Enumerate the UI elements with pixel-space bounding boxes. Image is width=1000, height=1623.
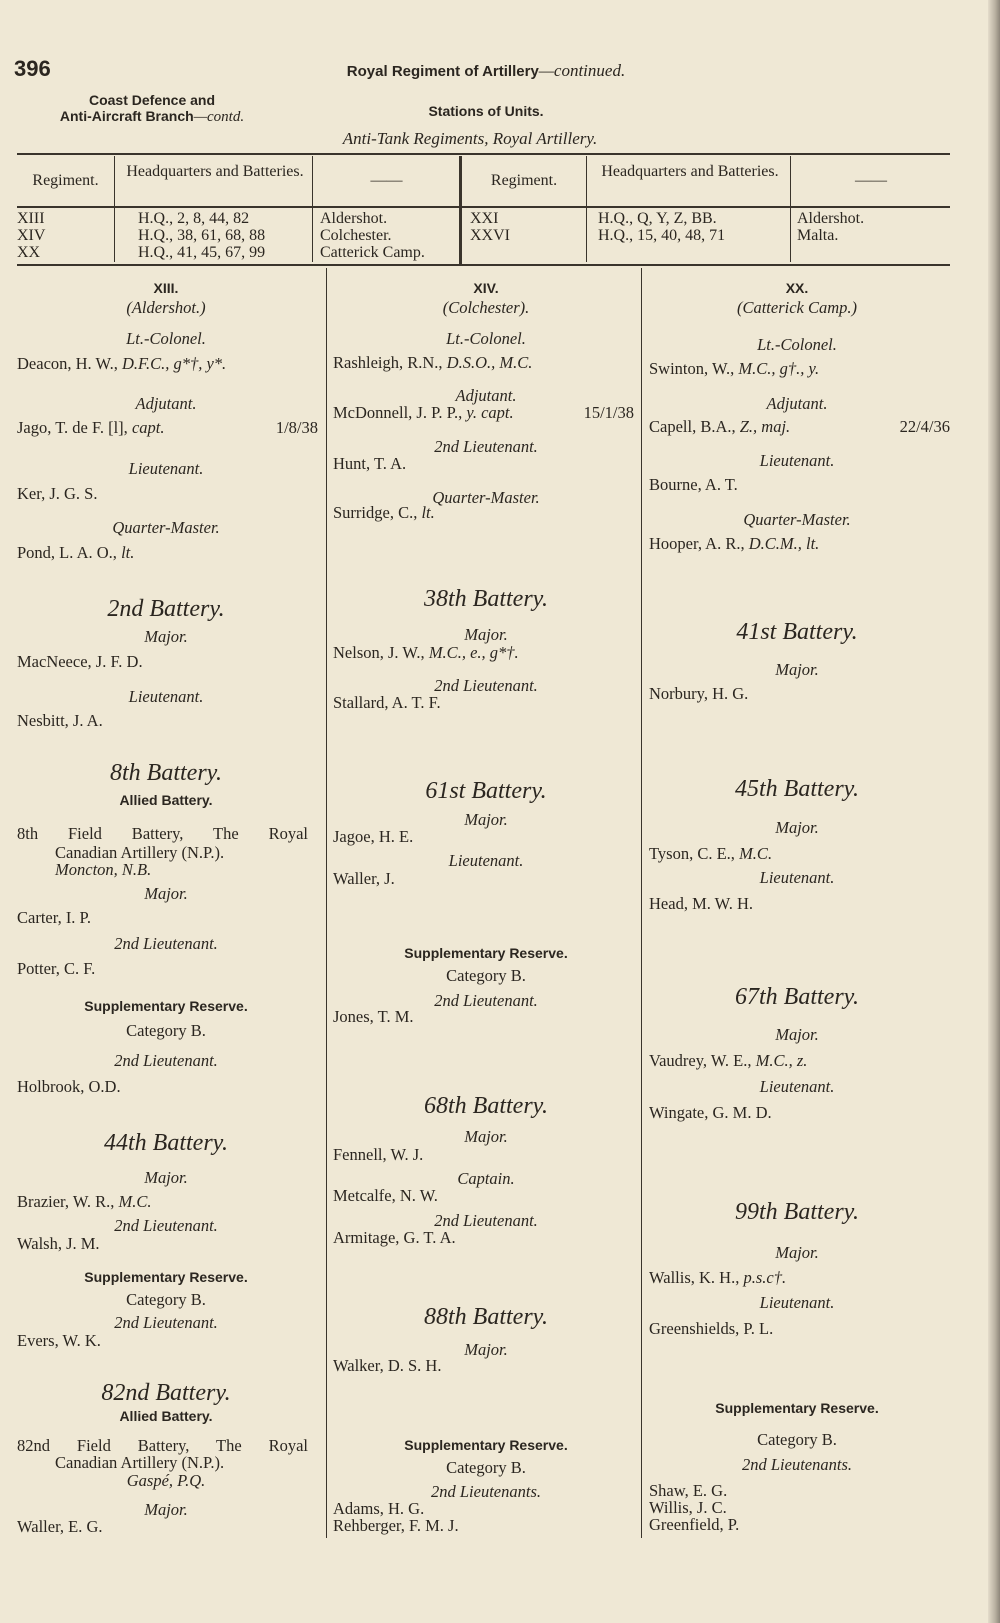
officer-entry [649, 417, 790, 437]
honours-text: y. capt. [466, 403, 514, 422]
section-heading [154, 278, 179, 298]
battery-heading [425, 777, 546, 805]
line-text: Jones, T. M. [333, 1007, 414, 1026]
line-text: Major. [144, 1500, 188, 1519]
section-heading [119, 1406, 212, 1426]
line-text: Category B. [126, 1021, 206, 1040]
honours-text: M.C., e., g*†. [428, 643, 519, 662]
honours-text: lt. [421, 503, 435, 522]
line-text: Wallis, K. H., [649, 1268, 744, 1287]
rank-label [760, 1293, 835, 1313]
battery-heading [107, 595, 224, 623]
table-subtitle: Anti-Tank Regiments, Royal Artillery. [342, 129, 598, 148]
line-text: XX. [785, 280, 809, 296]
section-heading [715, 1398, 878, 1418]
officer-entry [333, 353, 532, 373]
rank-label [434, 676, 538, 696]
table-header-station: —— [370, 172, 403, 189]
section-heading [84, 1267, 247, 1287]
line-text: 38th Battery. [424, 586, 548, 612]
line-text: Major. [144, 884, 188, 903]
category-label [126, 1290, 206, 1310]
allied-battery-location [55, 860, 151, 880]
rank-label [446, 329, 526, 349]
line-text: Deacon, H. W., [17, 354, 122, 373]
line-text: Swinton, W., [649, 359, 739, 378]
line-text: Lieutenant. [448, 851, 524, 870]
rank-label [464, 625, 508, 645]
rank-label [742, 1455, 852, 1475]
battery-heading [101, 1379, 230, 1407]
rank-label [737, 298, 857, 318]
line-text: Major. [464, 1340, 508, 1359]
battery-heading [104, 1129, 228, 1157]
rank-label [760, 451, 835, 471]
line-text: Major. [775, 660, 819, 679]
line-text: 2nd Lieutenant. [434, 1211, 538, 1230]
line-text: Ker, J. G. S. [17, 484, 98, 503]
column-divider [326, 268, 327, 1538]
running-head-suffix: —continued. [538, 61, 626, 80]
section-heading [473, 278, 498, 298]
line-text: (Colchester). [442, 298, 530, 317]
line-text: Head, M. W. H. [649, 894, 754, 913]
rank-label [126, 329, 206, 349]
officer-entry [17, 484, 97, 504]
honours-text: p.s.c†. [743, 1268, 787, 1287]
line-text: 61st Battery. [425, 778, 547, 804]
line-text: 8th Field Battery, The Royal [17, 824, 308, 843]
line-text: Pond, L. A. O., [17, 543, 122, 562]
line-text: Supplementary Reserve. [404, 1437, 568, 1453]
officer-entry [649, 1515, 739, 1535]
line-text: 88th Battery. [424, 1304, 548, 1330]
officer-entry [649, 359, 819, 379]
rank-label [443, 298, 530, 318]
branch-suffix: —contd. [193, 109, 245, 125]
category-label [446, 966, 526, 986]
line-text: Nesbitt, J. A. [17, 711, 103, 730]
line-text: 82nd Battery. [101, 1380, 231, 1406]
line-text: Lt.-Colonel. [446, 329, 526, 348]
honours-text: M.C., z. [755, 1051, 808, 1070]
line-text: 2nd Lieutenant. [114, 1051, 218, 1070]
officer-entry [333, 1356, 441, 1376]
line-text: Lieutenant. [128, 687, 204, 706]
officer-entry [17, 1192, 152, 1212]
rank-label [767, 394, 828, 414]
table-cell-batteries: H.Q., Q, Y, Z, BB. H.Q., 15, 40, 48, 71 [598, 210, 726, 244]
line-text: Major. [464, 625, 508, 644]
line-text: Moncton, N.B. [55, 860, 152, 879]
table-cell-stations: Aldershot. Malta. [797, 210, 865, 244]
appointment-date: 1/8/38 [275, 418, 318, 437]
branch-line-1: Coast Defence and [88, 92, 216, 108]
line-text: 2nd Lieutenant. [114, 1313, 218, 1332]
line-text: Major. [464, 1127, 508, 1146]
line-text: Category B. [446, 1458, 526, 1477]
line-text: Norbury, H. G. [649, 684, 749, 703]
line-text: 68th Battery. [424, 1093, 548, 1119]
line-text: Lieutenant. [759, 1293, 835, 1312]
officer-entry [17, 418, 164, 438]
officer-entry [17, 711, 103, 731]
officer-entry [649, 475, 738, 495]
rank-label [743, 510, 850, 530]
table-cell-regiments: XIII XIV XX [17, 210, 46, 261]
battery-heading [736, 618, 857, 646]
rank-label [432, 488, 539, 508]
rank-label [129, 459, 204, 479]
line-text: 44th Battery. [104, 1130, 228, 1156]
line-text: Major. [144, 1168, 188, 1187]
line-text: Hooper, A. R., [649, 534, 749, 553]
stations-title: Stations of Units. [428, 103, 544, 119]
rank-label [775, 1025, 819, 1045]
line-text: Surridge, C., [333, 503, 422, 522]
line-text: Stallard, A. T. F. [333, 693, 441, 712]
officer-entry [333, 643, 519, 663]
line-text: Potter, C. F. [17, 959, 96, 978]
line-text: Willis, J. C. [649, 1498, 727, 1517]
table-cell-stations: Aldershot. Colchester. Catterick Camp. [320, 210, 425, 261]
line-text: Major. [775, 1243, 819, 1262]
line-text: Adams, H. G. [333, 1499, 425, 1518]
line-text: Evers, W. K. [17, 1331, 101, 1350]
officer-entry [17, 1234, 100, 1254]
rank-label [129, 687, 204, 707]
table-header-batteries: Headquarters and Batteries. [126, 163, 304, 180]
branch-title [60, 92, 244, 125]
line-text: Lieutenant. [128, 459, 204, 478]
table-cell-regiments: XXI XXVI [470, 210, 510, 244]
line-text: McDonnell, J. P. P., [333, 403, 467, 422]
rank-label [431, 1482, 541, 1502]
officer-entry [333, 1228, 456, 1248]
line-text: 2nd Lieutenant. [434, 991, 538, 1010]
table-header-regiment: Regiment. [32, 172, 99, 189]
table-header-rule [17, 206, 950, 208]
rank-label [112, 518, 219, 538]
line-text: Canadian Artillery (N.P.). [55, 1453, 225, 1472]
officer-entry [17, 543, 134, 563]
officer-entry [333, 503, 435, 523]
rank-label [757, 335, 837, 355]
table-header-batteries: Headquarters and Batteries. [601, 163, 779, 180]
line-text: 2nd Lieutenant. [434, 676, 538, 695]
line-text: Carter, I. P. [17, 908, 92, 927]
line-text: 45th Battery. [735, 776, 859, 802]
officer-entry [333, 454, 406, 474]
appointment-date: 15/1/38 [583, 403, 634, 422]
officer-entry [333, 693, 441, 713]
line-text: Holbrook, O.D. [17, 1077, 121, 1096]
line-text: Lieutenant. [759, 1077, 835, 1096]
section-heading [786, 278, 809, 298]
rank-label [449, 851, 524, 871]
line-text: Category B. [126, 1290, 206, 1309]
battery-heading [735, 775, 859, 803]
line-text: 2nd Lieutenant. [114, 1216, 218, 1235]
line-text: 67th Battery. [735, 984, 859, 1010]
line-text: Walker, D. S. H. [333, 1356, 442, 1375]
category-label [757, 1430, 837, 1450]
rank-label [136, 394, 197, 414]
rank-label [144, 1168, 188, 1188]
line-text: Lt.-Colonel. [757, 335, 837, 354]
line-text: Capell, B.A., [649, 417, 740, 436]
rank-label [775, 660, 819, 680]
page-number: 396 [14, 56, 51, 81]
line-text: Shaw, E. G. [649, 1481, 728, 1500]
line-text: Waller, J. [333, 869, 395, 888]
officer-entry [649, 844, 772, 864]
category-label [126, 1021, 206, 1041]
line-text: Rashleigh, R.N., [333, 353, 447, 372]
line-text: Supplementary Reserve. [84, 1269, 248, 1285]
line-text: Quarter-Master. [432, 488, 540, 507]
rank-label [775, 1243, 819, 1263]
officer-entry [649, 894, 753, 914]
section-heading [404, 1435, 567, 1455]
line-text: Jagoe, H. E. [333, 827, 414, 846]
officer-entry [649, 684, 748, 704]
section-heading [404, 943, 567, 963]
rank-label [775, 818, 819, 838]
rank-label [464, 810, 508, 830]
line-text: 99th Battery. [735, 1199, 859, 1225]
rank-label [144, 627, 188, 647]
rank-label [114, 934, 218, 954]
officer-entry [17, 354, 226, 374]
line-text: Bourne, A. T. [649, 475, 738, 494]
line-text: (Catterick Camp.) [736, 298, 858, 317]
officer-entry [333, 403, 514, 423]
line-text: Armitage, G. T. A. [333, 1228, 456, 1247]
rank-label [760, 1077, 835, 1097]
table-top-rule [17, 153, 950, 155]
line-text: Metcalfe, N. W. [333, 1186, 438, 1205]
line-text: Canadian Artillery (N.P.). [55, 843, 225, 862]
table-bottom-rule [17, 264, 950, 266]
officer-entry [17, 1331, 101, 1351]
allied-battery-text [17, 824, 308, 844]
battery-heading [735, 983, 859, 1011]
honours-text: D.S.O., M.C. [446, 353, 533, 372]
honours-text: D.C.M., lt. [748, 534, 820, 553]
line-text: Captain. [457, 1169, 515, 1188]
rank-label [434, 437, 538, 457]
line-text: Major. [144, 627, 188, 646]
line-text: Major. [775, 818, 819, 837]
rank-label [114, 1216, 218, 1236]
rank-label [464, 1127, 508, 1147]
line-text: Rehberger, F. M. J. [333, 1516, 459, 1535]
officer-entry [649, 534, 819, 554]
allied-battery-text [55, 1453, 224, 1473]
rank-label [126, 298, 205, 318]
officer-entry [17, 1077, 121, 1097]
officer-entry [649, 1268, 786, 1288]
running-head [347, 61, 625, 81]
appointment-date: 22/4/36 [899, 417, 950, 436]
line-text: 41st Battery. [736, 619, 858, 645]
line-text: Adjutant. [766, 394, 828, 413]
rank-label [464, 1340, 508, 1360]
honours-text: lt. [121, 543, 135, 562]
branch-line-2: Anti-Aircraft Branch [59, 108, 194, 124]
honours-text: Z., maj. [739, 417, 791, 436]
line-text: Lt.-Colonel. [126, 329, 206, 348]
line-text: Major. [775, 1025, 819, 1044]
line-text: Waller, E. G. [17, 1517, 103, 1536]
honours-text: M.C., g†., y. [738, 359, 820, 378]
line-text: MacNeece, J. F. D. [17, 652, 143, 671]
officer-entry [17, 1517, 103, 1537]
line-text: Hunt, T. A. [333, 454, 407, 473]
line-text: Vaudrey, W. E., [649, 1051, 756, 1070]
line-text: XIII. [153, 280, 179, 296]
line-text: 2nd Lieutenants. [431, 1482, 541, 1501]
honours-text: M.C. [118, 1192, 152, 1211]
line-text: 2nd Lieutenants. [742, 1455, 852, 1474]
table-divider [114, 156, 115, 262]
rank-label [144, 884, 188, 904]
battery-heading [110, 759, 222, 787]
rank-label [114, 1313, 218, 1333]
line-text: Nelson, J. W., [333, 643, 429, 662]
line-text: Quarter-Master. [743, 510, 851, 529]
officer-entry [333, 1007, 414, 1027]
line-text: 82nd Field Battery, The Royal [17, 1436, 308, 1455]
rank-label [457, 1169, 514, 1189]
running-head-title: Royal Regiment of Artillery [346, 63, 539, 80]
line-text: Lieutenant. [759, 868, 835, 887]
line-text: Greenshields, P. L. [649, 1319, 774, 1338]
rank-label [434, 991, 538, 1011]
line-text: Supplementary Reserve. [715, 1400, 879, 1416]
table-divider [586, 156, 587, 262]
line-text: Allied Battery. [119, 1408, 213, 1424]
honours-text: D.F.C., g*†, y*. [121, 354, 227, 373]
section-heading [84, 996, 247, 1016]
officer-entry [333, 869, 395, 889]
line-text: 2nd Battery. [107, 596, 225, 622]
rank-label [127, 1471, 206, 1491]
line-text: Category B. [446, 966, 526, 985]
battery-heading [424, 1092, 548, 1120]
line-text: Quarter-Master. [112, 518, 220, 537]
rank-label [760, 868, 835, 888]
line-text: Major. [464, 810, 508, 829]
line-text: Category B. [757, 1430, 837, 1449]
line-text: Wingate, G. M. D. [649, 1103, 772, 1122]
honours-text: M.C. [739, 844, 773, 863]
line-text: Walsh, J. M. [17, 1234, 100, 1253]
officer-entry [333, 827, 413, 847]
line-text: (Aldershot.) [126, 298, 206, 317]
battery-heading [424, 585, 548, 613]
line-text: 2nd Lieutenant. [114, 934, 218, 953]
rank-label [114, 1051, 218, 1071]
line-text: Lieutenant. [759, 451, 835, 470]
line-text: 8th Battery. [110, 760, 222, 786]
table-divider [790, 156, 791, 262]
honours-text: capt. [131, 418, 165, 437]
line-text: Supplementary Reserve. [404, 945, 568, 961]
officer-entry [17, 959, 95, 979]
section-heading [119, 790, 212, 810]
officer-entry [17, 908, 91, 928]
battery-heading [424, 1303, 548, 1331]
table-divider [312, 156, 313, 262]
category-label [446, 1458, 526, 1478]
line-text: XIV. [473, 280, 499, 296]
officer-entry [649, 1051, 807, 1071]
battery-heading [735, 1198, 859, 1226]
line-text: Tyson, C. E., [649, 844, 740, 863]
line-text: Gaspé, P.Q. [126, 1471, 206, 1490]
book-binding-edge [988, 0, 1000, 1623]
officer-entry [17, 652, 143, 672]
officer-entry [333, 1186, 438, 1206]
rank-label [144, 1500, 188, 1520]
officer-entry [649, 1103, 772, 1123]
line-text: Fennell, W. J. [333, 1145, 424, 1164]
officer-entry [649, 1319, 773, 1339]
line-text: Supplementary Reserve. [84, 998, 248, 1014]
line-text: Adjutant. [135, 394, 197, 413]
table-cell-batteries: H.Q., 2, 8, 44, 82 H.Q., 38, 61, 68, 88 H.Q., 41, 45, 67, 99 [138, 210, 266, 261]
line-text: Jago, T. de F. [l], [17, 418, 132, 437]
line-text: Brazier, W. R., [17, 1192, 119, 1211]
column-divider [641, 268, 642, 1538]
line-text: 2nd Lieutenant. [434, 437, 538, 456]
officer-entry [333, 1145, 423, 1165]
table-header-regiment: Regiment. [490, 172, 558, 189]
line-text: Allied Battery. [119, 792, 213, 808]
line-text: Greenfield, P. [649, 1515, 740, 1534]
table-header-station: —— [855, 172, 887, 189]
line-text: Adjutant. [455, 386, 517, 405]
officer-entry [333, 1516, 459, 1536]
